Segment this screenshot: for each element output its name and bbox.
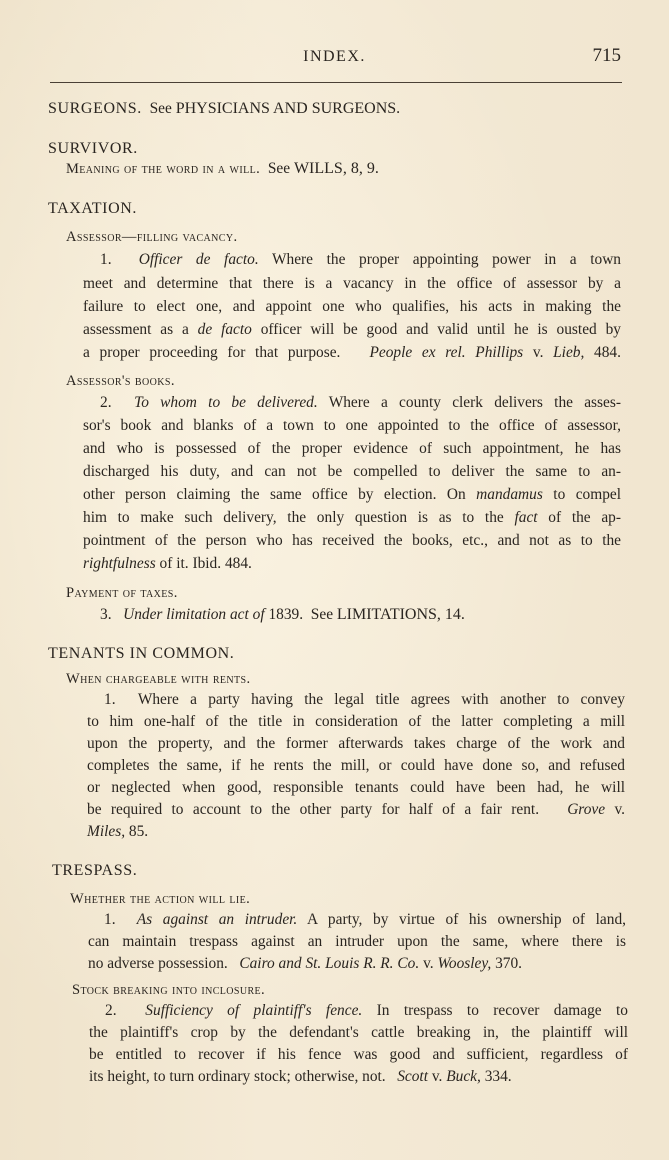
- paragraph-line: 1. Where a party having the legal title agrees with another to convey: [104, 691, 625, 708]
- topic-heading: SURVIVOR.: [48, 140, 138, 157]
- paragraph-line: 3. Under limitation act of 1839. See LIMITATIONS, 14.: [100, 606, 465, 623]
- item-title: Sufficiency of plaintiff's fence.: [145, 1002, 363, 1019]
- paragraph-line: to him one-half of the title in consideration of the latter completing a mill: [87, 713, 625, 730]
- topic-heading: TENANTS IN COMMON.: [48, 645, 235, 662]
- topic-heading: SURGEONS.: [48, 100, 142, 117]
- paragraph-line: be required to account to the other party for half of a fair rent. Grove v.: [87, 801, 625, 818]
- paragraph-line: him to make such delivery, the only question is as to the fact of the ap-: [83, 509, 621, 526]
- paragraph-line: sor's book and blanks of a town to one appointed to the office of assessor,: [83, 417, 621, 434]
- see-label: See: [310, 606, 334, 623]
- case-citation: People ex rel. Phillips: [369, 344, 524, 361]
- item-title: To whom to be delivered.: [134, 394, 318, 411]
- item-title: As against an intruder.: [136, 911, 298, 928]
- paragraph-line: rightfulness of it. Ibid. 484.: [83, 555, 252, 572]
- paragraph-line: be entitled to recover if his fence was good and sufficient, regardless of: [89, 1046, 628, 1063]
- paragraph-line: no adverse possession. Cairo and St. Louis R. R. Co. v. Woosley, 370.: [88, 955, 522, 972]
- paragraph-line: other person claiming the same office by election. On mandamus to compel: [83, 486, 621, 503]
- subheading: Assessor's books.: [66, 373, 175, 389]
- paragraph-line: or neglected when good, responsible tenants could have been had, he will: [87, 779, 625, 796]
- paragraph-line: a proper proceeding for that purpose. People ex rel. Phillips v. Lieb, 484.: [83, 344, 621, 361]
- paragraph-line: Miles, 85.: [87, 823, 149, 840]
- topic-heading: TAXATION.: [48, 200, 137, 217]
- paragraph-line: discharged his duty, and can not be compelled to deliver the same to an-: [83, 463, 621, 480]
- paragraph-line: completes the same, if he rents the mill, or could have done so, and refused: [87, 757, 625, 774]
- paragraph-line: failure to elect one, and appoint one who qualifies, his acts in making the: [83, 298, 621, 315]
- header-rule: [50, 82, 622, 83]
- paragraph-line: assessment as a de facto officer will be good and valid until he is ousted by: [83, 321, 621, 338]
- paragraph-line: can maintain trespass against an intruder upon the same, where there is: [88, 933, 626, 950]
- subheading: Payment of taxes.: [66, 585, 178, 601]
- running-header: INDEX.: [303, 48, 366, 65]
- entry-survivor-meaning: [66, 160, 379, 178]
- cross-reference: PHYSICIANS AND SURGEONS.: [175, 100, 401, 117]
- see-label: See: [149, 100, 172, 117]
- paragraph-line: 1. As against an intruder. A party, by virtue of his ownership of land,: [104, 911, 626, 928]
- case-citation: Grove: [567, 801, 606, 818]
- paragraph-line: its height, to turn ordinary stock; otherwise, not. Scott v. Buck, 334.: [89, 1068, 512, 1085]
- paragraph-line: and who is possessed of the proper evidence of such appointment, he has: [83, 440, 621, 457]
- subheading: When chargeable with rents.: [66, 671, 251, 687]
- subheading: Meaning of the word in a will.: [66, 161, 261, 177]
- paragraph-line: 1. Officer de facto. Where the proper appointing power in a town: [100, 251, 621, 268]
- see-label: See: [267, 160, 291, 177]
- paragraph-line: 2. To whom to be delivered. Where a county clerk delivers the asses-: [100, 394, 621, 411]
- case-citation: Cairo and St. Louis R. R. Co.: [239, 955, 420, 972]
- paragraph-line: 2. Sufficiency of plaintiff's fence. In trespass to recover damage to: [105, 1002, 628, 1019]
- subheading: Whether the action will lie.: [70, 891, 251, 907]
- cross-reference: WILLS, 8, 9.: [293, 160, 379, 177]
- cross-reference: LIMITATIONS, 14.: [336, 606, 465, 623]
- subheading: Assessor—filling vacancy.: [66, 229, 238, 245]
- case-citation: Scott: [397, 1068, 428, 1085]
- item-title: Under limitation act of: [123, 606, 265, 623]
- entry-surgeons: [48, 100, 400, 118]
- paragraph-line: meet and determine that there is a vacancy in the office of assessor by a: [83, 275, 621, 292]
- topic-heading: TRESPASS.: [52, 862, 138, 879]
- subheading: Stock breaking into inclosure.: [72, 982, 266, 998]
- paragraph-line: the plaintiff's crop by the defendant's cattle breaking in, the plaintiff will: [89, 1024, 628, 1041]
- item-title: Officer de facto.: [138, 251, 259, 268]
- page-number: 715: [592, 45, 621, 66]
- paragraph-line: pointment of the person who has received the books, etc., and not as to the: [83, 532, 621, 549]
- paragraph-line: upon the property, and the former afterwards takes charge of the work and: [87, 735, 625, 752]
